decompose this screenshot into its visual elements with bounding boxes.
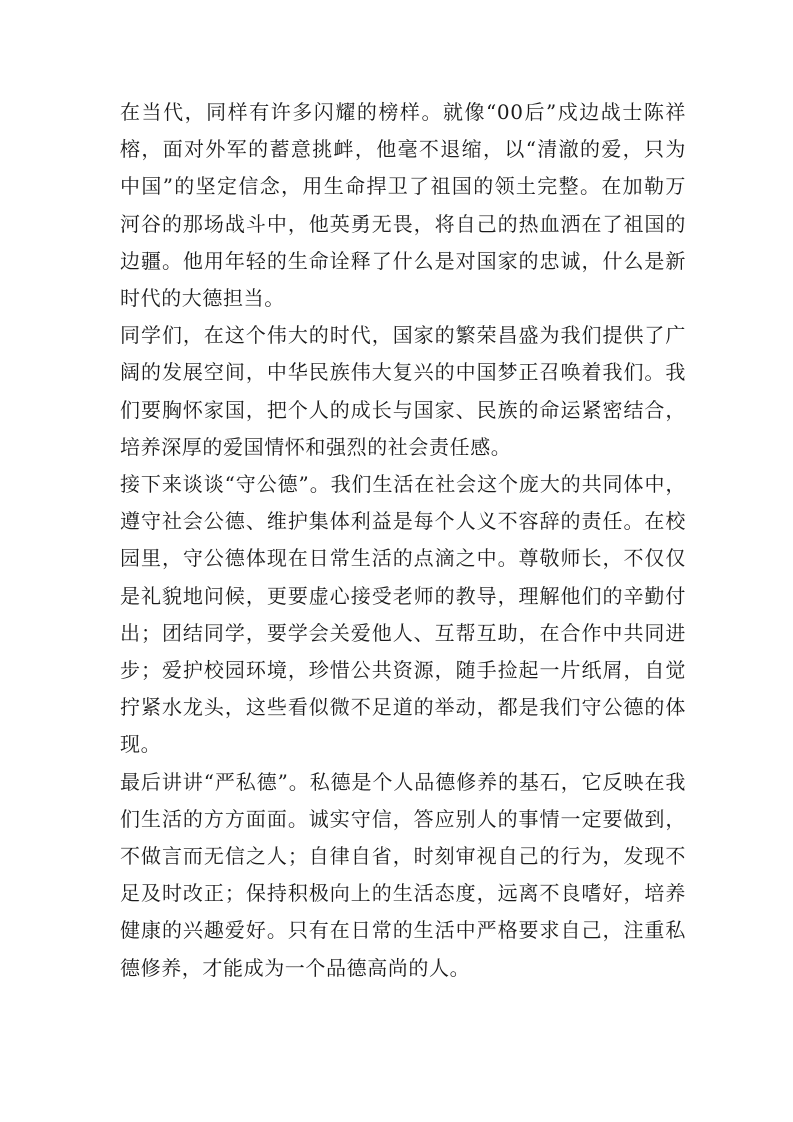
paragraph-private-morality: 最后讲讲“严私德”。私德是个人品德修养的基石，它反映在我们生活的方方面面。诚实守信，答应别人的事情一定要做到，不做言而无信之人；自律自省，时刻审视自己的行为，发现不足及时改正；保持积极向上的生活态度，远离不良嗜好，培养健康的兴趣爱好。只有在日常的生活中严格要求自己，注重私德修养，才能成为一个品德高尚的人。 [120, 769, 686, 980]
paragraph-students-patriotism: 同学们，在这个伟大的时代，国家的繁荣昌盛为我们提供了广阔的发展空间，中华民族伟大复兴的中国梦正召唤着我们。我们要胸怀家国，把个人的成长与国家、民族的命运紧密结合，培养深厚的爱国情怀和强烈的社会责任感。 [120, 323, 686, 459]
paragraph-role-models: 在当代，同样有许多闪耀的榜样。就像“00后”戍边战士陈祥榕，面对外军的蓄意挑衅，他毫不退缩，以“清澈的爱，只为中国”的坚定信念，用生命捍卫了祖国的领土完整。在加勒万河谷的那场战斗中，他英勇无畏，将自己的热血洒在了祖国的边疆。他用年轻的生命诠释了什么是对国家的忠诚，什么是新时代的大德担当。 [120, 100, 686, 311]
paragraph-public-morality: 接下来谈谈“守公德”。我们生活在社会这个庞大的共同体中，遵守社会公德、维护集体利益是每个人义不容辞的责任。在校园里，守公德体现在日常生活的点滴之中。尊敬师长，不仅仅是礼貌地问候，更要虚心接受老师的教导，理解他们的辛勤付出；团结同学，要学会关爱他人、互帮互助，在合作中共同进步；爱护校园环境，珍惜公共资源，随手捡起一片纸屑，自觉拧紧水龙头，这些看似微不足道的举动，都是我们守公德的体现。 [120, 472, 686, 757]
document-body [120, 94, 686, 987]
